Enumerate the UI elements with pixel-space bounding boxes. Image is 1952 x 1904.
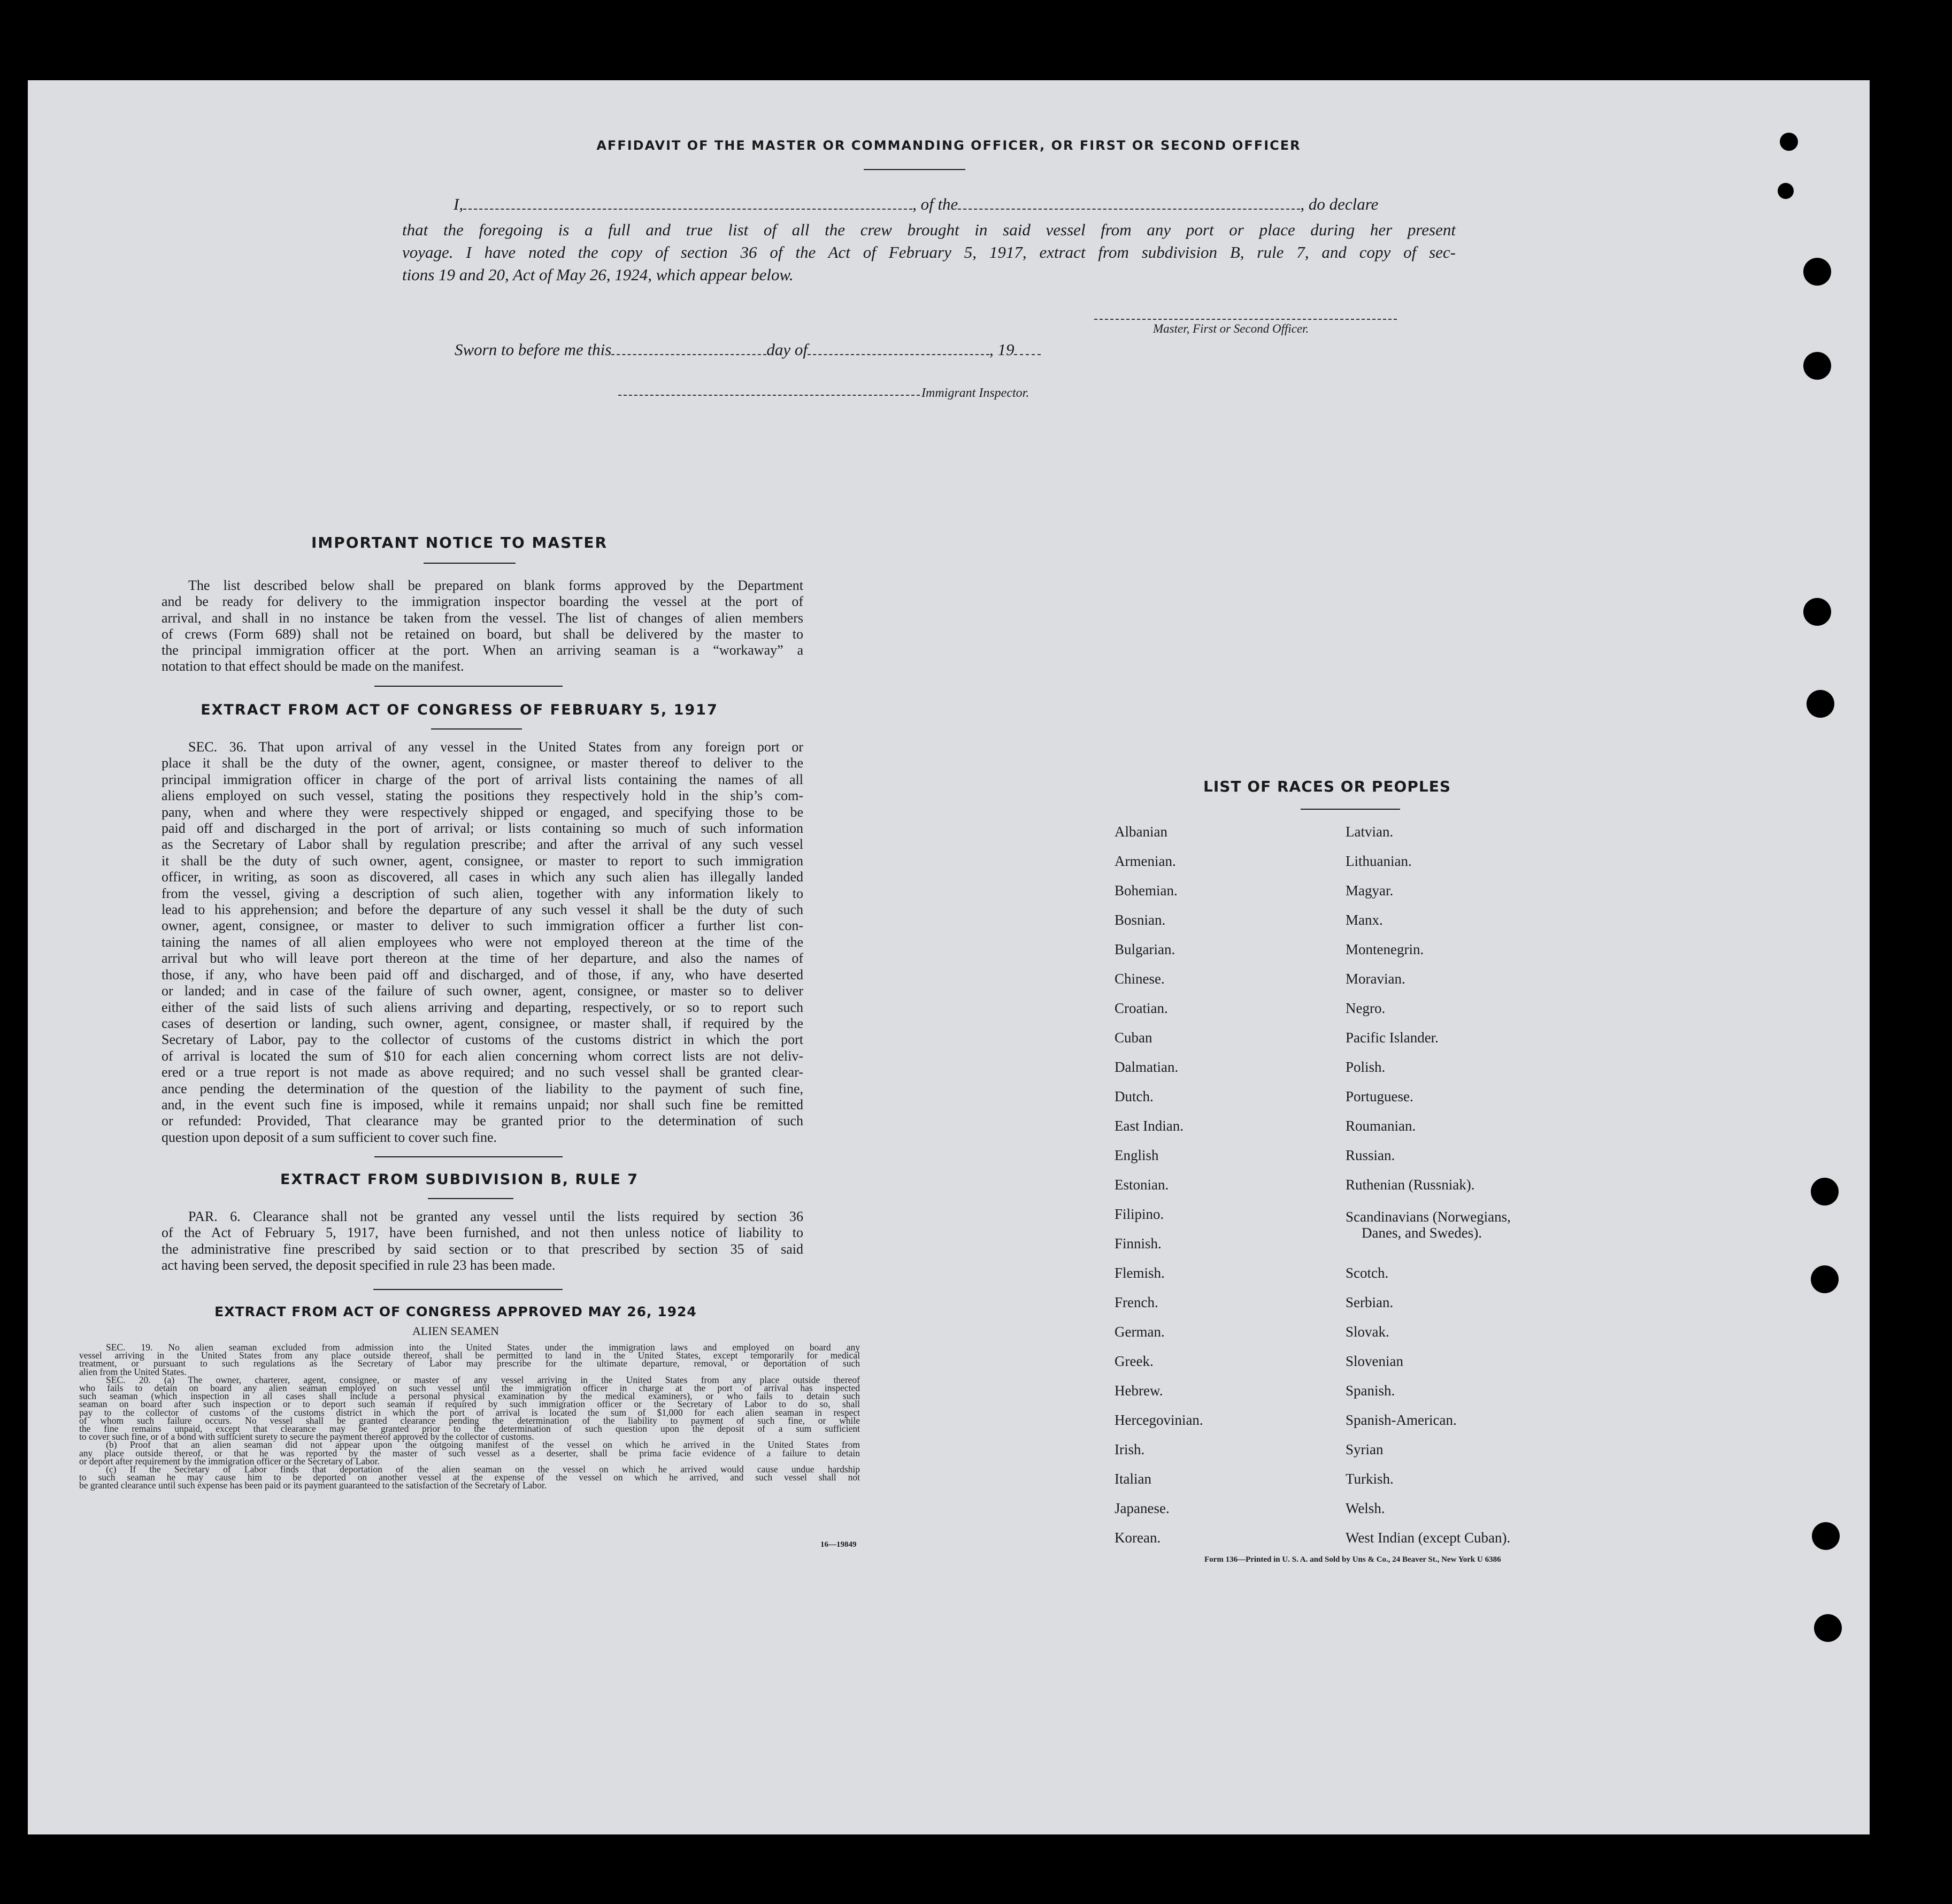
text-line: those, if any, who have been paid off and discharged, and of those, if any, who have deserted (162, 966, 803, 982)
text-line: arrival but who will leave port thereon at the time of her departure, and also the names of (162, 950, 803, 966)
race-item: Irish. (1115, 1441, 1145, 1457)
text-line: paid off and discharged in the port of arrival; or lists containing so much of such information (162, 820, 803, 836)
race-item: Chinese. (1115, 971, 1165, 987)
form-footer: Form 136—Printed in U. S. A. and Sold by Uns & Co., 24 Beaver St., New York U 6386 (1204, 1555, 1501, 1564)
name-field[interactable] (463, 208, 912, 210)
race-item: Cuban (1115, 1030, 1152, 1046)
text-line: ance pending the determination of the question of the liability to the payment of such fine, (162, 1080, 803, 1096)
master-signature-label: Master, First or Second Officer. (1153, 322, 1309, 335)
text-line: pay to the collector of customs of the customs district in which the port of arrival is located the sum of $1,000 for each alien seaman in respect (79, 1407, 860, 1418)
race-item: Slovenian (1346, 1353, 1403, 1369)
race-item: Montenegrin. (1346, 941, 1424, 957)
sworn-label: Sworn to before me this (455, 340, 612, 359)
inspector-signature-line[interactable] (618, 395, 920, 396)
race-item: Hebrew. (1115, 1383, 1163, 1399)
inspector-label: Immigrant Inspector. (921, 386, 1029, 400)
text-line: pany, when and where they were respectively shipped or engaged, and specifying those to be (162, 804, 803, 820)
race-item: Bulgarian. (1115, 941, 1175, 957)
text-line: as the Secretary of Labor shall by regulation prescribe; and after the arrival of any such vessel (162, 836, 803, 853)
race-item: Italian (1115, 1471, 1151, 1487)
text-line: seaman on board after such inspection or to deport such seaman if required by such immigration officer or the Secretary of Labor to do so, shall (79, 1399, 860, 1410)
extract1924-body (79, 1343, 860, 1490)
text-line: place it shall be the duty of the owner, agent, consignee, or master thereof to deliver to the (162, 755, 803, 771)
text-line: to cover such fine, or of a bond with sufficient surety to secure the payment thereof approved by the collector of customs. (79, 1431, 534, 1442)
text-line: be granted clearance until such expense has been paid or its payment guaranteed to the satisfaction of the Secretary of Labor. (79, 1480, 547, 1491)
text-line: alien from the United States. (79, 1366, 187, 1377)
race-item: Scotch. (1346, 1265, 1389, 1281)
race-item: Negro. (1346, 1000, 1386, 1016)
text-line: of whom such failure occurs. No vessel shall be granted clearance pending the determination of the liability to payment of such fine, or while (79, 1415, 860, 1426)
affidavit-line3: voyage. I have noted the copy of section 36 of the Act of February 5, 1917, extract from subdivision B, rule 7, and copy of sec- (402, 243, 1456, 262)
sworn-line (455, 340, 1041, 359)
rule7-end-rule (373, 1289, 563, 1290)
notice-title: IMPORTANT NOTICE TO MASTER (311, 534, 608, 551)
extract1924-subtitle: ALIEN SEAMEN (412, 1324, 499, 1338)
text-line: ered or a true report is not made as above required; and no such vessel shall be granted clear- (162, 1064, 803, 1080)
sworn-month-field[interactable] (808, 353, 989, 355)
extract1917-body (162, 739, 803, 1146)
text-line: question upon deposit of a sum sufficient to cover such fine. (162, 1129, 497, 1145)
affidavit-title: AFFIDAVIT OF THE MASTER OR COMMANDING OFFICER, OR FIRST OR SECOND OFFICER (596, 138, 1301, 153)
race-item: Syrian (1346, 1441, 1384, 1457)
notice-end-rule (374, 686, 563, 687)
of-the-label: , of the (912, 195, 958, 213)
rule7-title: EXTRACT FROM SUBDIVISION B, RULE 7 (280, 1171, 639, 1188)
race-item: Danes, and Swedes). (1362, 1225, 1482, 1241)
race-item: Roumanian. (1346, 1118, 1416, 1134)
race-item: Moravian. (1346, 971, 1405, 987)
binder-hole-7 (1811, 1178, 1839, 1206)
text-line: notation to that effect should be made on the manifest. (162, 658, 464, 674)
extract1924-title: EXTRACT FROM ACT OF CONGRESS APPROVED MAY 26, 1924 (214, 1304, 697, 1319)
race-item: Polish. (1346, 1059, 1386, 1075)
text-line: who fails to detain on board any alien seaman employed on such vessel until the immigration officer in charge at the port of arrival has inspected (79, 1383, 860, 1394)
text-line: of the Act of February 5, 1917, have been furnished, and not then unless notice of liability to (162, 1225, 803, 1241)
binder-hole-9 (1812, 1522, 1840, 1550)
race-item: Latvian. (1346, 824, 1394, 840)
notice-body (162, 578, 803, 675)
text-line: officer, in writing, as soon as discovered, all cases in which any such alien has illegally landed (162, 869, 803, 885)
races-title: LIST OF RACES OR PEOPLES (1203, 778, 1451, 795)
text-line: The list described below shall be prepared on blank forms approved by the Department (188, 578, 803, 593)
text-line: the principal immigration officer at the port. When an arriving seaman is a “workaway” a (162, 642, 803, 658)
extract1917-end-rule (374, 1156, 563, 1157)
master-signature-line[interactable] (1094, 319, 1397, 320)
race-item: Ruthenian (Russniak). (1346, 1177, 1475, 1193)
race-item: Scandinavians (Norwegians, (1346, 1209, 1511, 1225)
race-item: West Indian (except Cuban). (1346, 1530, 1511, 1546)
race-item: Bohemian. (1115, 882, 1178, 899)
race-item: Japanese. (1115, 1500, 1170, 1516)
text-line: or deport after requirement by the immigration officer or the Secretary of Labor. (79, 1455, 380, 1467)
text-line: from the vessel, giving a description of such alien, together with any information likely to (162, 885, 803, 901)
text-line: the administrative fine prescribed by said section or to that prescribed by section 35 of said (162, 1241, 803, 1257)
binder-hole-4 (1803, 352, 1831, 380)
race-item: Spanish. (1346, 1383, 1395, 1399)
race-item: Armenian. (1115, 853, 1176, 869)
form-code: 16—19849 (820, 1540, 857, 1549)
text-line: principal immigration officer in charge of the port of arrival lists containing the names of all (162, 771, 803, 787)
affidavit-line1 (454, 195, 1456, 214)
do-declare-label: , do declare (1300, 195, 1379, 213)
race-item: Slovak. (1346, 1324, 1389, 1340)
text-line: SEC. 19. No alien seaman excluded from admission into the United States under the immigration laws and employed on board any (106, 1342, 860, 1353)
race-item: Greek. (1115, 1353, 1154, 1369)
text-line: (c) If the Secretary of Labor finds that deportation of the alien seaman on the vessel on which he arrived would cause undue hardship (106, 1464, 860, 1475)
race-item: Manx. (1346, 912, 1383, 928)
text-line: treatment, or pursuant to such regulations as the Secretary of Labor may prescribe for the ultimate departure, removal, or deportation of such (79, 1358, 860, 1369)
text-line: it shall be the duty of such owner, agent, consignee, or master to report to such immigration (162, 853, 803, 869)
race-item: Albanian (1115, 824, 1167, 840)
text-line: the fine remains unpaid, except that clearance may be granted prior to the determination of such question upon the deposit of a sum sufficient (79, 1423, 860, 1434)
text-line: arrival, and shall in no instance be taken from the vessel. The list of changes of alien members (162, 610, 803, 626)
text-line: either of the said lists of such aliens arriving and departing, respectively, or so to report such (162, 999, 803, 1015)
race-item: Dalmatian. (1115, 1059, 1179, 1075)
text-line: or landed; and in case of the failure of such owner, agent, consignee, or master so to deliver (162, 983, 803, 999)
text-line: of crews (Form 689) shall not be retained on board, but shall be delivered by the master to (162, 626, 803, 642)
race-item: Korean. (1115, 1530, 1161, 1546)
notice-title-rule (424, 563, 516, 564)
binder-hole-6 (1807, 690, 1834, 718)
binder-hole-3 (1803, 258, 1831, 286)
text-line: act having been served, the deposit specified in rule 23 has been made. (162, 1257, 556, 1273)
race-item: East Indian. (1115, 1118, 1184, 1134)
race-item: Portuguese. (1346, 1088, 1413, 1104)
sworn-day-field[interactable] (611, 353, 766, 355)
year-label: , 19 (989, 340, 1015, 359)
form-sheet (28, 80, 1870, 1834)
text-line: SEC. 20. (a) The owner, charterer, agent, consignee, or master of any vessel arriving in the United States from any place outside thereof (106, 1374, 860, 1385)
race-item: Croatian. (1115, 1000, 1168, 1016)
race-item: Turkish. (1346, 1471, 1394, 1487)
binder-hole-1 (1780, 133, 1798, 151)
extract1917-title: EXTRACT FROM ACT OF CONGRESS OF FEBRUARY 5, 1917 (201, 702, 718, 718)
binder-hole-10 (1814, 1614, 1842, 1642)
affidavit-title-rule (864, 169, 965, 170)
sworn-year-field[interactable] (1014, 353, 1041, 355)
text-line: of arrival is located the sum of $10 for each alien concerning whom correct lists are not deliv- (162, 1048, 803, 1064)
text-line: Secretary of Labor, pay to the collector of customs of the customs district in which the port (162, 1032, 803, 1048)
affidavit-line4: tions 19 and 20, Act of May 26, 1924, which appear below. (402, 265, 794, 284)
text-line: SEC. 36. That upon arrival of any vessel in the United States from any foreign port or (188, 739, 803, 755)
text-line: (b) Proof that an alien seaman did not appear upon the outgoing manifest of the vessel on which he arrived in the United States from (106, 1439, 860, 1450)
text-line: such seaman (which inspection in all cases shall include a personal physical examination by the medical examiners), or who fails to detain such (79, 1391, 860, 1402)
rule7-body (162, 1209, 803, 1273)
text-line: owner, agent, consignee, or master to deliver to such immigration officer a further list con- (162, 918, 803, 934)
day-of-label: day of (766, 340, 808, 359)
text-line: and, in the event such fine is imposed, while it remains unpaid; nor shall such fine be remitted (162, 1096, 803, 1112)
text-line: vessel arriving in the United States from any place outside thereof, shall be permitted to land in the United States, except temporarily for medical (79, 1350, 860, 1361)
races-title-rule (1301, 809, 1400, 810)
race-item: German. (1115, 1324, 1165, 1340)
race-item: Pacific Islander. (1346, 1030, 1439, 1046)
race-item: Dutch. (1115, 1088, 1154, 1104)
text-line: lead to his apprehension; and before the departure of any such vessel it shall be the duty of such (162, 902, 803, 918)
race-item: Finnish. (1115, 1235, 1162, 1252)
affidavit-line2: that the foregoing is a full and true list of all the crew brought in said vessel from any port or place during her present (402, 220, 1456, 239)
race-item: Bosnian. (1115, 912, 1166, 928)
text-line: aliens employed on such vessel, stating the positions they respectively hold in the ship’s com- (162, 788, 803, 804)
vessel-field[interactable] (958, 208, 1300, 210)
race-item: Welsh. (1346, 1500, 1385, 1516)
text-line: any place outside thereof, or that he was reported by the master of such vessel as a deserter, shall be prima facie evidence of a failure to detain (79, 1447, 860, 1458)
i-label: I, (454, 195, 464, 213)
race-item: English (1115, 1147, 1159, 1163)
binder-hole-5 (1803, 598, 1831, 626)
text-line: PAR. 6. Clearance shall not be granted any vessel until the lists required by section 36 (188, 1209, 803, 1224)
race-item: Lithuanian. (1346, 853, 1412, 869)
text-line: cases of desertion or landing, such owner, agent, consignee, or master shall, if required by the (162, 1015, 803, 1031)
race-item: Russian. (1346, 1147, 1395, 1163)
rule7-title-rule (428, 1198, 513, 1199)
text-line: and be ready for delivery to the immigration inspector boarding the vessel at the port of (162, 594, 803, 610)
race-item: Serbian. (1346, 1294, 1394, 1310)
text-line: or refunded: Provided, That clearance may be granted prior to the determination of such (162, 1113, 803, 1129)
binder-hole-8 (1811, 1265, 1839, 1293)
race-item: Magyar. (1346, 882, 1394, 899)
race-item: Filipino. (1115, 1206, 1164, 1222)
race-item: Estonian. (1115, 1177, 1169, 1193)
race-item: Hercegovinian. (1115, 1412, 1203, 1428)
race-item: French. (1115, 1294, 1158, 1310)
text-line: taining the names of all alien employees who were not employed thereon at the time of the (162, 934, 803, 950)
race-item: Flemish. (1115, 1265, 1165, 1281)
extract1917-title-rule (431, 728, 522, 730)
text-line: to such seaman he may cause him to be deported on another vessel at the expense of the vessel on which he arrived, and such vessel shall not (79, 1472, 860, 1483)
binder-hole-2 (1778, 183, 1794, 199)
race-item: Spanish-American. (1346, 1412, 1457, 1428)
